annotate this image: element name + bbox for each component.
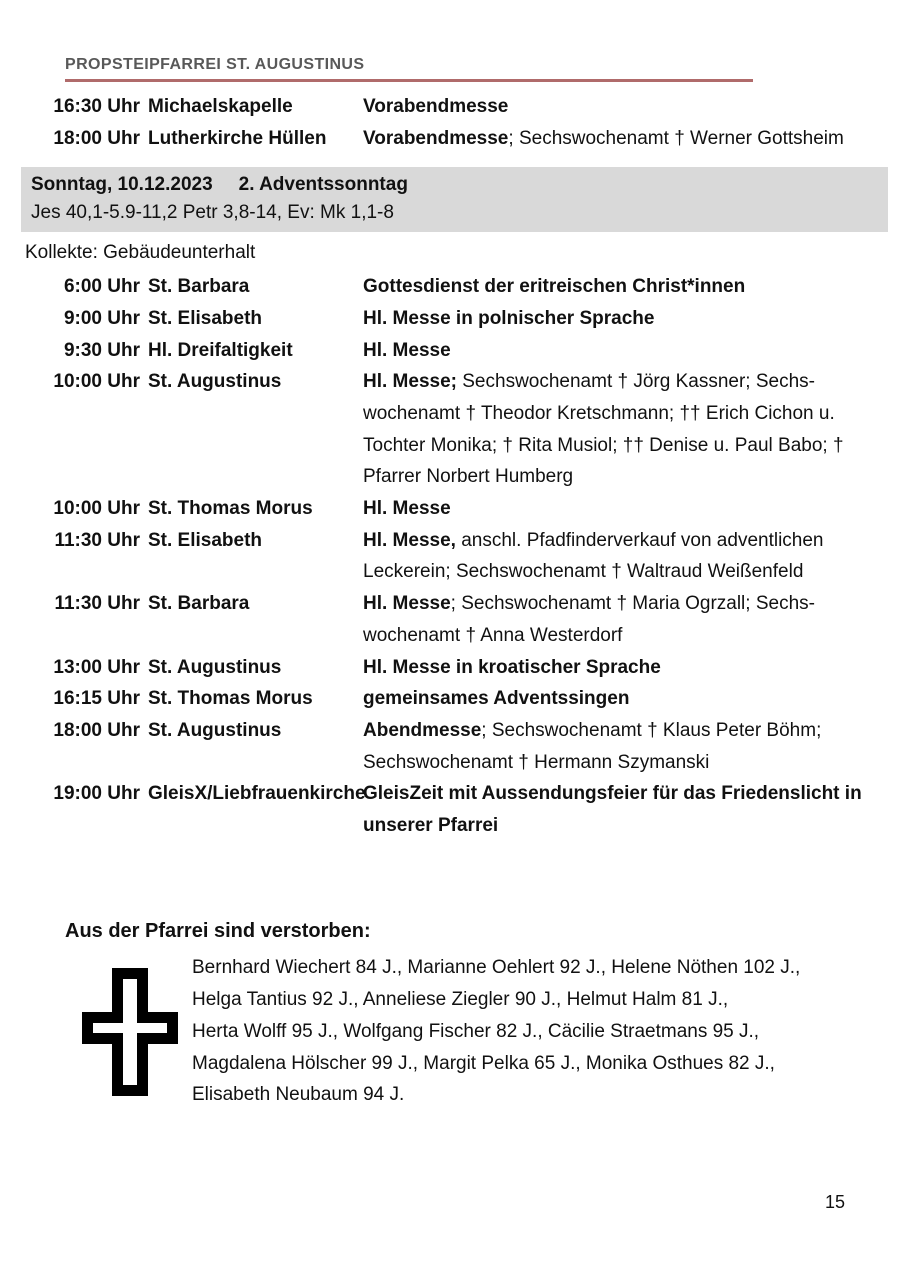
event-description bbox=[363, 303, 877, 335]
event-description bbox=[363, 123, 877, 155]
event-description bbox=[363, 683, 877, 715]
sunday-name: 2. Adventssonntag bbox=[238, 174, 408, 196]
event-time: 19:00 Uhr bbox=[53, 783, 140, 805]
event-time: 18:00 Uhr bbox=[53, 127, 140, 149]
obituary-line: Elisabeth Neubaum 94 J. bbox=[192, 1084, 405, 1106]
event-description bbox=[363, 91, 877, 123]
event-row bbox=[40, 366, 909, 493]
event-location: St. Elisabeth bbox=[148, 307, 263, 329]
sunday-banner bbox=[21, 167, 888, 232]
event-location: St. Thomas Morus bbox=[148, 688, 313, 710]
event-location: Michaelskapelle bbox=[148, 96, 293, 117]
sunday-banner-title-line bbox=[31, 171, 878, 199]
event-time: 13:00 Uhr bbox=[53, 656, 140, 678]
event-location: Hl. Dreifaltigkeit bbox=[148, 339, 293, 361]
desc-emphasis: GleisZeit mit Aussendungsfeier für das Friedenslicht in unserer Pfarrei bbox=[363, 783, 862, 837]
event-time: 18:00 Uhr bbox=[53, 719, 140, 741]
event-row bbox=[40, 683, 909, 715]
desc-emphasis: Gottesdienst der eritreischen Christ*innen bbox=[363, 276, 746, 298]
event-time: 11:30 Uhr bbox=[54, 529, 140, 551]
event-location: St. Thomas Morus bbox=[148, 498, 313, 520]
event-row bbox=[40, 271, 909, 303]
desc-detail: ; Sechswochenamt † Klaus Peter Böhm; Sechswochenamt † Hermann Szymanski bbox=[363, 719, 822, 773]
desc-emphasis: Hl. Messe in kroatischer Sprache bbox=[363, 656, 661, 678]
event-description bbox=[363, 335, 877, 367]
obituary-heading: Aus der Pfarrei sind verstorben: bbox=[65, 919, 371, 942]
event-time: 9:30 Uhr bbox=[63, 339, 140, 361]
event-time: 16:30 Uhr bbox=[53, 96, 140, 117]
desc-emphasis: gemeinsames Adventssingen bbox=[363, 688, 630, 710]
event-location: St. Augustinus bbox=[148, 719, 282, 741]
event-location: St. Barbara bbox=[148, 593, 250, 615]
event-location: Lutherkirche Hüllen bbox=[148, 127, 327, 149]
desc-detail: ; Sechswochenamt † Werner Gottsheim bbox=[508, 127, 844, 149]
desc-detail: Sechswochenamt † Jörg Kassner; Sechswochenamt † Theodor Kretschmann; †† Erich Cichon u. Tochter Monika; † Rita Musiol; †† Denise u. Paul Babo; † Pfarrer Norbert Humberg bbox=[363, 371, 844, 488]
event-location: St. Barbara bbox=[148, 276, 250, 298]
event-row bbox=[40, 123, 909, 155]
event-time: 9:00 Uhr bbox=[63, 307, 140, 329]
obituary-line: Helga Tantius 92 J., Anneliese Ziegler 90 J., Helmut Halm 81 J., bbox=[192, 989, 729, 1011]
event-description bbox=[363, 652, 877, 684]
event-description bbox=[363, 493, 877, 525]
event-location: St. Augustinus bbox=[148, 371, 282, 393]
event-row bbox=[40, 525, 909, 588]
event-description bbox=[363, 525, 877, 588]
parish-header bbox=[65, 56, 753, 82]
event-time: 11:30 Uhr bbox=[54, 593, 140, 615]
obituary-section bbox=[0, 916, 909, 1111]
event-description bbox=[363, 778, 877, 841]
saturday-schedule bbox=[40, 91, 909, 154]
desc-detail: ; Sechswochenamt † Maria Ogrzall; Sechswochenamt † Anna Westerdorf bbox=[363, 593, 815, 646]
desc-emphasis: Abendmesse bbox=[363, 719, 482, 741]
event-description bbox=[363, 366, 877, 493]
latin-cross-icon bbox=[82, 968, 178, 1096]
desc-emphasis: Hl. Messe bbox=[363, 593, 451, 615]
event-row bbox=[40, 588, 909, 651]
desc-emphasis: Hl. Messe, bbox=[363, 529, 456, 551]
desc-emphasis: Vorabendmesse bbox=[363, 127, 509, 149]
desc-emphasis: Hl. Messe bbox=[363, 339, 451, 361]
obituary-line: Magdalena Hölscher 99 J., Margit Pelka 65 J., Monika Osthues 82 J., bbox=[192, 1052, 775, 1074]
kollekte-note: Kollekte: Gebäudeunterhalt bbox=[25, 242, 256, 264]
event-location: GleisX/Liebfrauenkirche bbox=[148, 783, 366, 805]
event-location: St. Elisabeth bbox=[148, 529, 263, 551]
desc-emphasis: Vorabendmesse bbox=[363, 96, 509, 117]
event-row bbox=[40, 715, 909, 778]
event-row bbox=[40, 335, 909, 367]
desc-emphasis: Hl. Messe in polnischer Sprache bbox=[363, 307, 655, 329]
event-row bbox=[40, 778, 909, 841]
page-number: 15 bbox=[824, 1192, 845, 1212]
event-time: 16:15 Uhr bbox=[53, 688, 140, 710]
sunday-readings: Jes 40,1-5.9-11,2 Petr 3,8-14, Ev: Mk 1,1-8 bbox=[31, 202, 394, 224]
obituary-body bbox=[82, 952, 909, 1111]
event-description bbox=[363, 588, 877, 651]
event-time: 10:00 Uhr bbox=[53, 371, 140, 393]
desc-emphasis: Hl. Messe; bbox=[363, 371, 457, 393]
event-description bbox=[363, 715, 877, 778]
parish-title: PROPSTEIPFARREI ST. AUGUSTINUS bbox=[65, 56, 365, 73]
event-row bbox=[40, 493, 909, 525]
event-time: 10:00 Uhr bbox=[53, 498, 140, 520]
desc-emphasis: Hl. Messe bbox=[363, 498, 451, 520]
sunday-schedule bbox=[40, 271, 909, 842]
obituary-names bbox=[192, 952, 800, 1111]
event-row bbox=[40, 303, 909, 335]
obituary-line: Bernhard Wiechert 84 J., Marianne Oehlert 92 J., Helene Nöthen 102 J., bbox=[192, 957, 801, 979]
event-time: 6:00 Uhr bbox=[63, 276, 140, 298]
event-row bbox=[40, 652, 909, 684]
desc-detail: anschl. Pfadfinderverkauf von adventlichen Leckerein; Sechswochenamt † Waltraud Weißenfeld bbox=[363, 529, 824, 583]
sunday-date: Sonntag, 10.12.2023 bbox=[31, 174, 213, 196]
event-row bbox=[40, 91, 909, 123]
obituary-line: Herta Wolff 95 J., Wolfgang Fischer 82 J., Cäcilie Straetmans 95 J., bbox=[192, 1020, 760, 1042]
event-location: St. Augustinus bbox=[148, 656, 282, 678]
event-description bbox=[363, 271, 877, 303]
